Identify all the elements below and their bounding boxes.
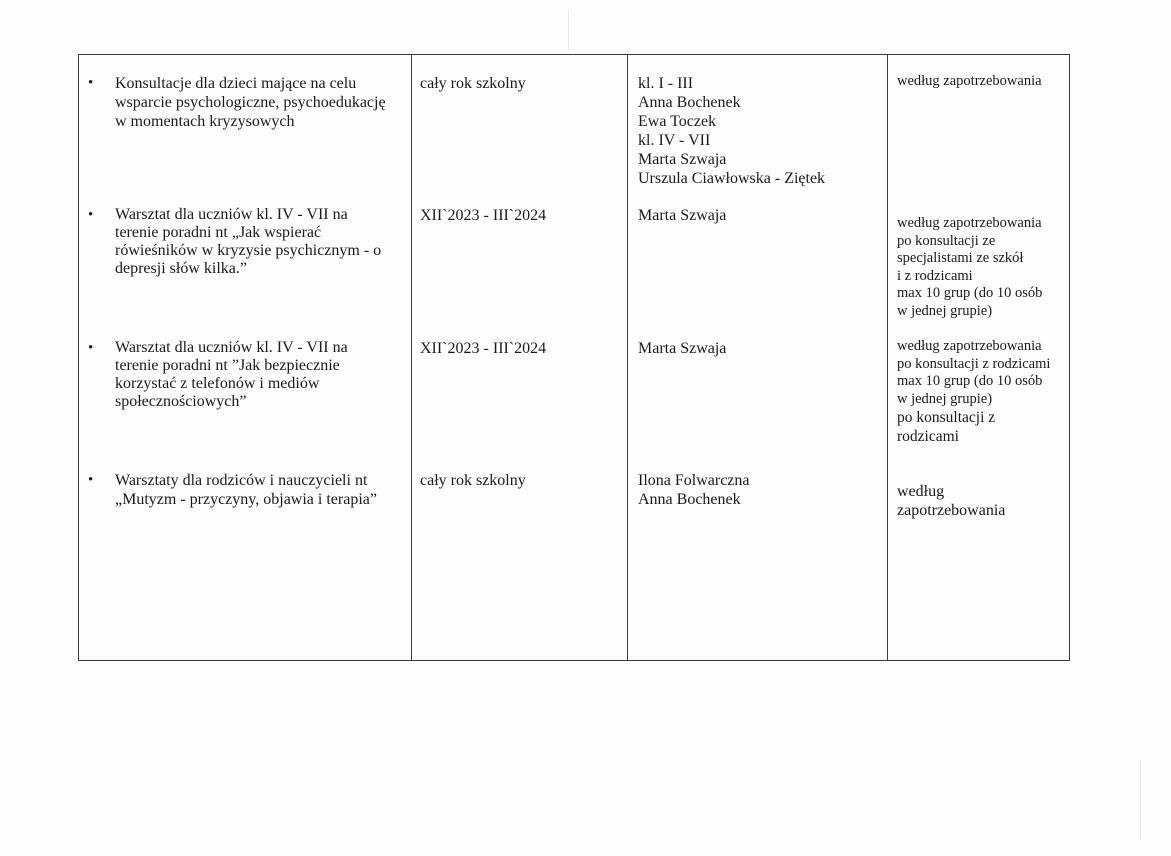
activity-line: rówieśników w kryzysie psychicznym - o [115, 242, 382, 259]
activity-column [79, 55, 412, 661]
notes-line: według zapotrzebowania [897, 338, 1042, 354]
people-line: Anna Bochenek [638, 94, 741, 111]
notes-text [897, 215, 1042, 320]
term-text: cały rok szkolny [420, 472, 526, 489]
activity-line: Warsztat dla uczniów kl. IV - VII na [115, 339, 348, 356]
activity-line: w momentach kryzysowych [115, 113, 295, 130]
plan-table [78, 54, 1070, 661]
people-line: Ilona Folwarczna [638, 472, 750, 489]
notes-line: według [897, 483, 945, 500]
people-line: Urszula Ciawłowska - Ziętek [638, 170, 826, 187]
notes-line: w jednej grupie) [897, 390, 993, 407]
notes-line: według zapotrzebowania [897, 73, 1042, 89]
term-text: XII`2023 - III`2024 [420, 340, 547, 357]
activity-line: korzystać z telefonów i mediów [115, 375, 320, 392]
people-line: Ewa Toczek [638, 113, 717, 130]
activity-text [115, 74, 386, 131]
activity-line: depresji słów kilka.” [115, 260, 247, 277]
activity-text [115, 471, 377, 509]
notes-line: zapotrzebowania [897, 502, 1006, 519]
people-line: Anna Bochenek [638, 491, 741, 508]
people-text [638, 471, 750, 509]
notes-text [897, 73, 1042, 91]
term-text: XII`2023 - III`2024 [420, 207, 547, 224]
activity-line: terenie poradni nt ”Jak bezpiecznie [115, 357, 340, 374]
term-column [412, 55, 628, 661]
notes-line: max 10 grup (do 10 osób [897, 373, 1043, 389]
people-line: Marta Szwaja [638, 151, 727, 168]
scan-artifact [568, 10, 569, 50]
activity-line: Konsultacje dla dzieci mające na celu [115, 75, 357, 92]
notes-line: i z rodzicami [897, 267, 973, 284]
activity-line: społecznościowych” [115, 393, 247, 410]
people-text [638, 74, 825, 188]
scan-artifact [1140, 760, 1141, 840]
notes-text [897, 482, 1005, 520]
people-line: Marta Szwaja [638, 340, 727, 357]
people-text [638, 206, 726, 225]
notes-line: max 10 grup (do 10 osób [897, 285, 1043, 301]
activity-text [115, 206, 381, 278]
notes-line: w jednej grupie) [897, 302, 993, 319]
bullet-icon: • [88, 207, 94, 223]
activity-text [115, 339, 348, 411]
bullet-icon: • [88, 75, 94, 91]
notes-line: specjalistami ze szkół [897, 250, 1024, 266]
notes-line: według zapotrzebowania [897, 215, 1042, 231]
activity-line: Warsztaty dla rodziców i nauczycieli nt [115, 472, 368, 489]
bullet-icon: • [88, 340, 94, 356]
bullet-icon: • [88, 472, 94, 488]
notes-text [897, 338, 1050, 446]
people-line: Marta Szwaja [638, 207, 727, 224]
people-line: kl. I - III [638, 75, 694, 92]
people-line: kl. IV - VII [638, 132, 711, 149]
people-text [638, 339, 726, 358]
notes-column [888, 55, 1070, 661]
term-text: cały rok szkolny [420, 75, 526, 92]
notes-line: po konsultacji z rodzicami [897, 355, 1051, 372]
activity-line: „Mutyzm - przyczyny, objawia i terapia” [115, 491, 377, 508]
notes-line: po konsultacji ze [897, 232, 996, 249]
notes-line: rodzicami [897, 428, 959, 445]
activity-line: terenie poradni nt „Jak wspierać [115, 224, 322, 241]
people-column [628, 55, 888, 661]
notes-line: po konsultacji z [897, 409, 996, 426]
activity-line: Warsztat dla uczniów kl. IV - VII na [115, 206, 348, 223]
activity-line: wsparcie psychologiczne, psychoedukację [115, 94, 386, 111]
